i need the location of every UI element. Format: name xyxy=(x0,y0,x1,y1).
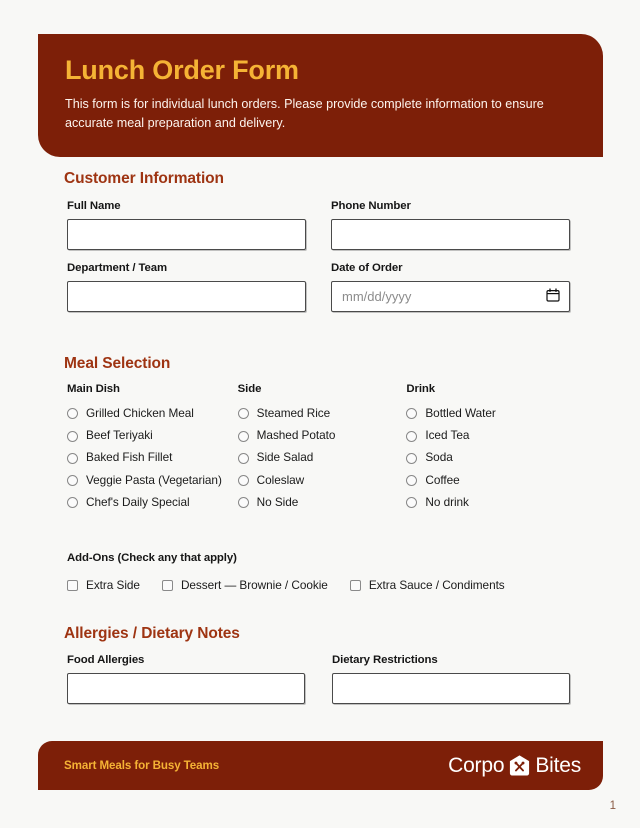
radio-icon[interactable] xyxy=(406,497,417,508)
footer-tagline: Smart Meals for Busy Teams xyxy=(64,759,220,772)
meal-column-drink xyxy=(406,383,577,519)
radio-option-side-4[interactable] xyxy=(238,494,407,509)
radio-icon[interactable] xyxy=(406,475,417,486)
radio-option-side-3[interactable] xyxy=(238,472,407,487)
food-allergies-input[interactable] xyxy=(67,673,305,704)
brand-name-first: Corpo xyxy=(448,753,505,777)
checkbox-icon[interactable] xyxy=(350,580,361,591)
radio-label: Baked Fish Fillet xyxy=(86,450,173,465)
label-full-name: Full Name xyxy=(67,200,121,212)
radio-icon[interactable] xyxy=(67,497,78,508)
label-food-allergies: Food Allergies xyxy=(67,654,145,666)
radio-icon[interactable] xyxy=(67,453,78,464)
checkbox-icon[interactable] xyxy=(67,580,78,591)
checkbox-icon[interactable] xyxy=(162,580,173,591)
form-footer xyxy=(38,741,603,790)
radio-option-drink-1[interactable] xyxy=(406,430,577,442)
radio-icon[interactable] xyxy=(238,475,249,486)
section-title-meal-selection: Meal Selection xyxy=(64,355,171,372)
radio-icon[interactable] xyxy=(67,431,78,442)
field-group-department-team xyxy=(67,262,306,312)
checkbox-label: Extra Side xyxy=(86,578,140,592)
radio-icon[interactable] xyxy=(406,408,417,419)
checkbox-label: Dessert — Brownie / Cookie xyxy=(180,578,328,592)
field-group-phone-number xyxy=(331,200,570,250)
radio-label: Veggie Pasta (Vegetarian) xyxy=(86,472,222,487)
label-date-of-order: Date of Order xyxy=(331,262,403,274)
radio-label: No drink xyxy=(425,494,469,509)
checkbox-option-extra-side[interactable] xyxy=(67,578,140,592)
radio-option-main-dish-4[interactable] xyxy=(67,494,238,509)
phone-number-input[interactable] xyxy=(331,219,570,250)
radio-label: Side Salad xyxy=(256,450,314,465)
meal-selection-columns xyxy=(67,383,577,519)
radio-label: Beef Teriyaki xyxy=(86,428,153,443)
radio-option-drink-0[interactable] xyxy=(406,408,577,420)
radio-label: Iced Tea xyxy=(425,428,470,443)
dietary-restrictions-input[interactable] xyxy=(332,673,570,704)
radio-label: Grilled Chicken Meal xyxy=(86,406,194,420)
header-subtitle: This form is for individual lunch orders. Please provide complete information to ensure accurate meal preparation and delivery. xyxy=(65,96,544,130)
meal-column-side xyxy=(238,383,407,519)
date-placeholder: mm/dd/yyyy xyxy=(342,289,412,304)
radio-label: Mashed Potato xyxy=(256,428,336,443)
checkbox-option-dessert[interactable] xyxy=(162,578,328,592)
column-heading-side: Side xyxy=(237,383,262,395)
label-dietary-restrictions: Dietary Restrictions xyxy=(332,654,438,666)
label-department-team: Department / Team xyxy=(67,262,167,274)
radio-icon[interactable] xyxy=(67,408,78,419)
radio-icon[interactable] xyxy=(238,453,249,464)
calendar-icon[interactable] xyxy=(546,288,560,305)
meal-column-main-dish xyxy=(67,383,238,519)
department-team-input[interactable] xyxy=(67,281,306,312)
section-title-customer-information: Customer Information xyxy=(64,170,224,187)
radio-label: Soda xyxy=(425,450,453,465)
radio-option-side-0[interactable] xyxy=(238,408,407,420)
date-of-order-input[interactable] xyxy=(331,281,570,312)
radio-icon[interactable] xyxy=(67,475,78,486)
allergies-fields xyxy=(67,654,571,704)
brand-logo xyxy=(448,754,581,778)
radio-option-main-dish-2[interactable] xyxy=(67,452,238,464)
radio-label: Bottled Water xyxy=(425,406,496,420)
radio-icon[interactable] xyxy=(238,497,249,508)
radio-option-main-dish-1[interactable] xyxy=(67,430,238,442)
checkbox-label: Extra Sauce / Condiments xyxy=(368,578,505,592)
radio-label: Coffee xyxy=(425,472,460,487)
column-heading-drink: Drink xyxy=(406,383,435,395)
page-title: Lunch Order Form xyxy=(65,55,299,85)
radio-option-drink-4[interactable] xyxy=(406,494,577,509)
form-header xyxy=(38,34,603,157)
radio-label: Coleslaw xyxy=(256,472,305,487)
radio-icon[interactable] xyxy=(406,431,417,442)
column-heading-main-dish: Main Dish xyxy=(67,383,120,395)
brand-name-second: Bites xyxy=(535,753,581,777)
full-name-input[interactable] xyxy=(67,219,306,250)
crossed-utensils-badge-icon xyxy=(508,754,531,777)
radio-option-side-1[interactable] xyxy=(238,430,407,442)
radio-icon[interactable] xyxy=(406,453,417,464)
addons-group xyxy=(67,552,577,592)
radio-icon[interactable] xyxy=(238,431,249,442)
customer-information-fields xyxy=(67,200,571,324)
page-number: 1 xyxy=(609,800,616,812)
field-group-full-name xyxy=(67,200,306,250)
section-title-allergies: Allergies / Dietary Notes xyxy=(64,625,240,642)
radio-label: Chef's Daily Special xyxy=(86,494,190,509)
label-phone-number: Phone Number xyxy=(331,200,411,212)
radio-option-main-dish-0[interactable] xyxy=(67,408,238,420)
radio-option-drink-2[interactable] xyxy=(406,452,577,464)
radio-option-drink-3[interactable] xyxy=(406,472,577,487)
radio-label: No Side xyxy=(256,494,299,509)
radio-option-side-2[interactable] xyxy=(238,452,407,464)
field-group-food-allergies xyxy=(67,654,305,704)
addons-heading: Add-Ons (Check any that apply) xyxy=(67,552,237,564)
radio-label: Steamed Rice xyxy=(256,406,331,420)
field-group-dietary-restrictions xyxy=(332,654,570,704)
field-group-date-of-order xyxy=(331,262,570,312)
checkbox-option-extra-sauce[interactable] xyxy=(350,578,505,592)
radio-option-main-dish-3[interactable] xyxy=(67,472,238,487)
radio-icon[interactable] xyxy=(238,408,249,419)
